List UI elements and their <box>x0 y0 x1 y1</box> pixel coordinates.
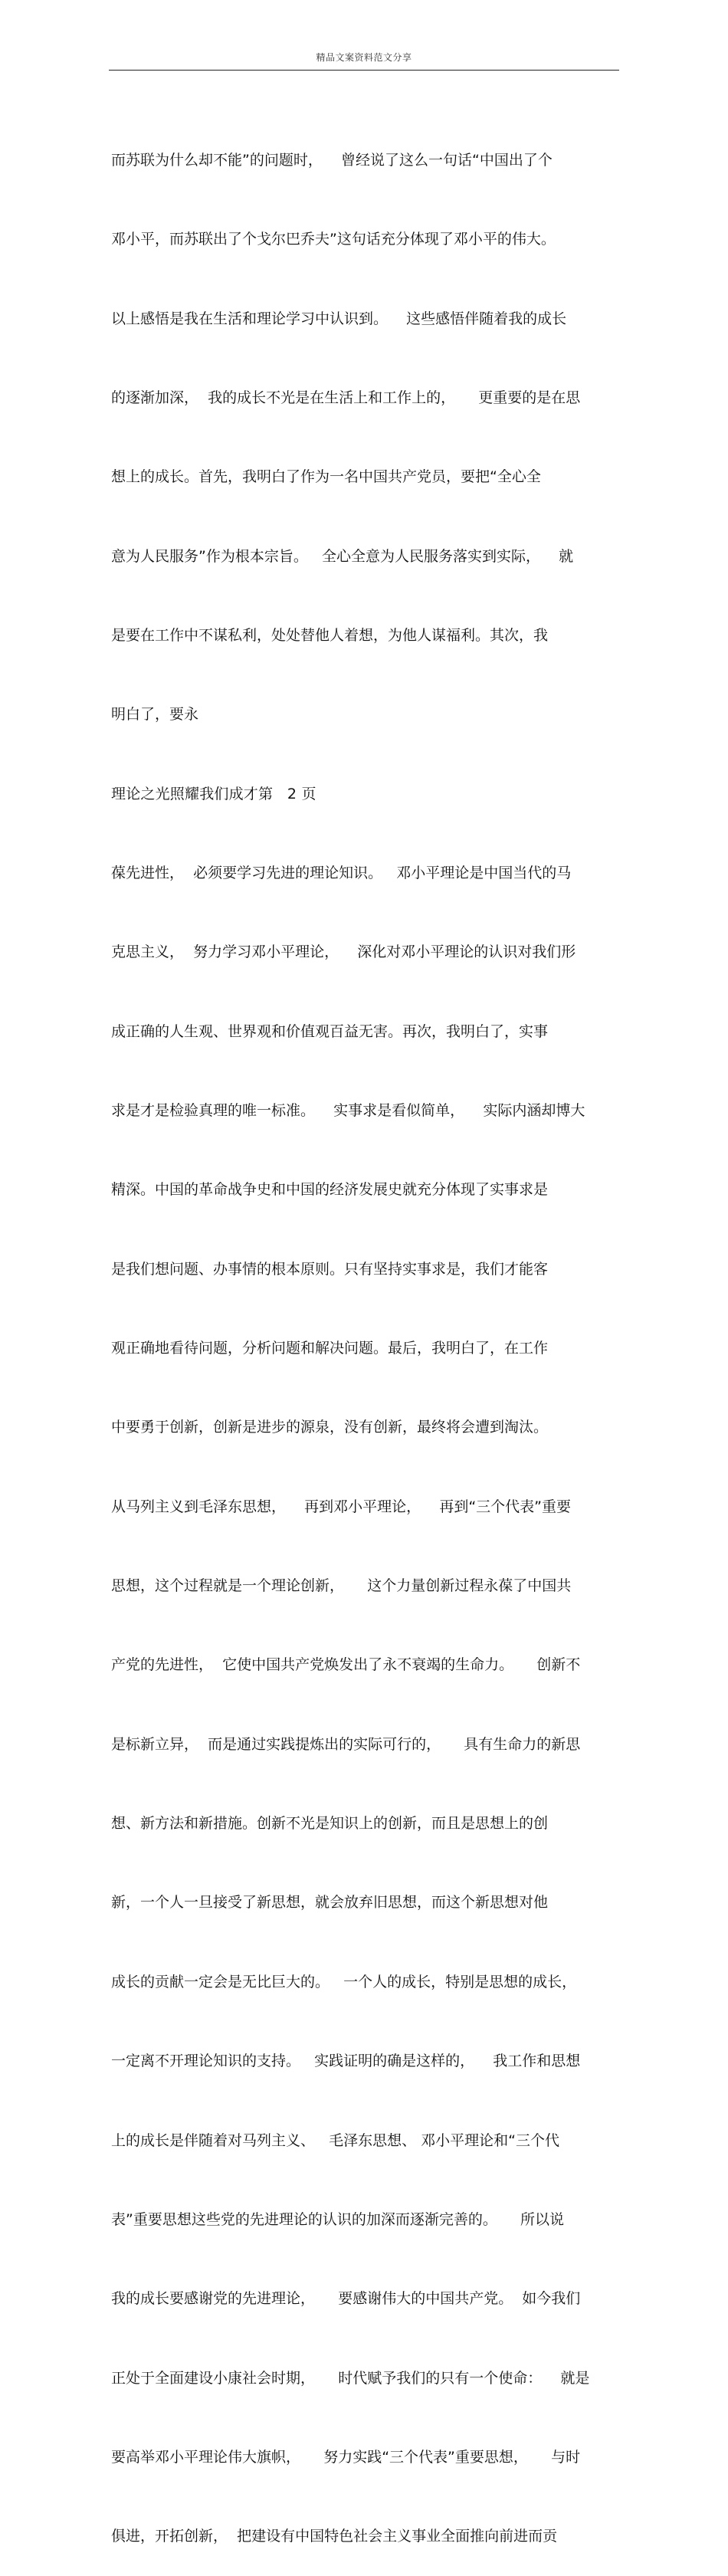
page-header-title: 精品文案资料范文分享 <box>316 52 412 63</box>
header-divider <box>109 70 619 71</box>
text-line: 是要在工作中不谋私利，处处替他人着想，为他人谋福利。其次，我 <box>111 626 549 644</box>
text-line: 上的成长是伴随着对马列主义、 毛泽东思想、 邓小平理论和“三个代 <box>111 2131 560 2149</box>
text-line: 我的成长要感谢党的先进理论， 要感谢伟大的中国共产党。 如今我们 <box>111 2290 581 2308</box>
text-line: 中要勇于创新，创新是进步的源泉，没有创新，最终将会遭到淘汰。 <box>111 1419 549 1436</box>
text-line: 是标新立异， 而是通过实践提炼出的实际可行的， 具有生命力的新思 <box>111 1735 581 1753</box>
text-line: 的逐渐加深， 我的成长不光是在生活上和工作上的， 更重要的是在思 <box>111 389 581 406</box>
text-line: 表”重要思想这些党的先进理论的认识的加深而逐渐完善的。 所以说 <box>111 2210 565 2228</box>
text-line: 而苏联为什么却不能”的问题时， 曾经说了这么一句话“中国出了个 <box>111 151 553 169</box>
text-line: 要高举邓小平理论伟大旗帜， 努力实践“三个代表”重要思想， 与时 <box>111 2448 581 2466</box>
text-line: 产党的先进性， 它使中国共产党焕发出了永不衰竭的生命力。 创新不 <box>111 1656 581 1674</box>
text-line: 求是才是检验真理的唯一标准。 实事求是看似简单， 实际内涵却博大 <box>111 1102 585 1120</box>
text-line: 思想，这个过程就是一个理论创新， 这个力量创新过程永葆了中国共 <box>111 1577 572 1595</box>
text-line: 正处于全面建设小康社会时期， 时代赋予我们的只有一个使命： 就是 <box>111 2369 590 2387</box>
text-line: 想上的成长。首先，我明白了作为一名中国共产党员，要把“全心全 <box>111 468 541 486</box>
text-line: 邓小平，而苏联出了个戈尔巴乔夫”这句话充分体现了邓小平的伟大。 <box>111 231 556 248</box>
text-line: 克思主义， 努力学习邓小平理论， 深化对邓小平理论的认识对我们形 <box>111 943 576 961</box>
text-line: 精深。中国的革命战争史和中国的经济发展史就充分体现了实事求是 <box>111 1181 549 1199</box>
document-body <box>111 94 621 2576</box>
page-marker: 理论之光照耀我们成才第 2 页 <box>111 785 316 802</box>
text-line: 想、新方法和新措施。创新不光是知识上的创新，而且是思想上的创 <box>111 1815 549 1833</box>
text-line: 明白了，要永 <box>111 706 199 724</box>
text-line: 新，一个人一旦接受了新思想，就会放弃旧思想，而这个新思想对他 <box>111 1894 549 1911</box>
text-line: 观正确地看待问题，分析问题和解决问题。最后，我明白了，在工作 <box>111 1340 549 1357</box>
text-line: 葆先进性， 必须要学习先进的理论知识。 邓小平理论是中国当代的马 <box>111 865 572 881</box>
text-line: 从马列主义到毛泽东思想， 再到邓小平理论， 再到“三个代表”重要 <box>111 1498 572 1515</box>
text-line: 俱进，开拓创新， 把建设有中国特色社会主义事业全面推向前进而贡 <box>111 2528 558 2545</box>
text-line: 一定离不开理论知识的支持。 实践证明的确是这样的， 我工作和思想 <box>111 2053 581 2070</box>
text-line: 以上感悟是我在生活和理论学习中认识到。 这些感悟伴随着我的成长 <box>111 310 567 327</box>
text-line: 意为人民服务”作为根本宗旨。 全心全意为人民服务落实到实际， 就 <box>111 547 574 565</box>
text-line: 成长的贡献一定会是无比巨大的。 一个人的成长，特别是思想的成长， <box>111 1973 577 1990</box>
text-line: 成正确的人生观、世界观和价值观百益无害。再次，我明白了，实事 <box>111 1022 549 1040</box>
text-line: 是我们想问题、办事情的根本原则。只有坚持实事求是，我们才能客 <box>111 1260 549 1278</box>
